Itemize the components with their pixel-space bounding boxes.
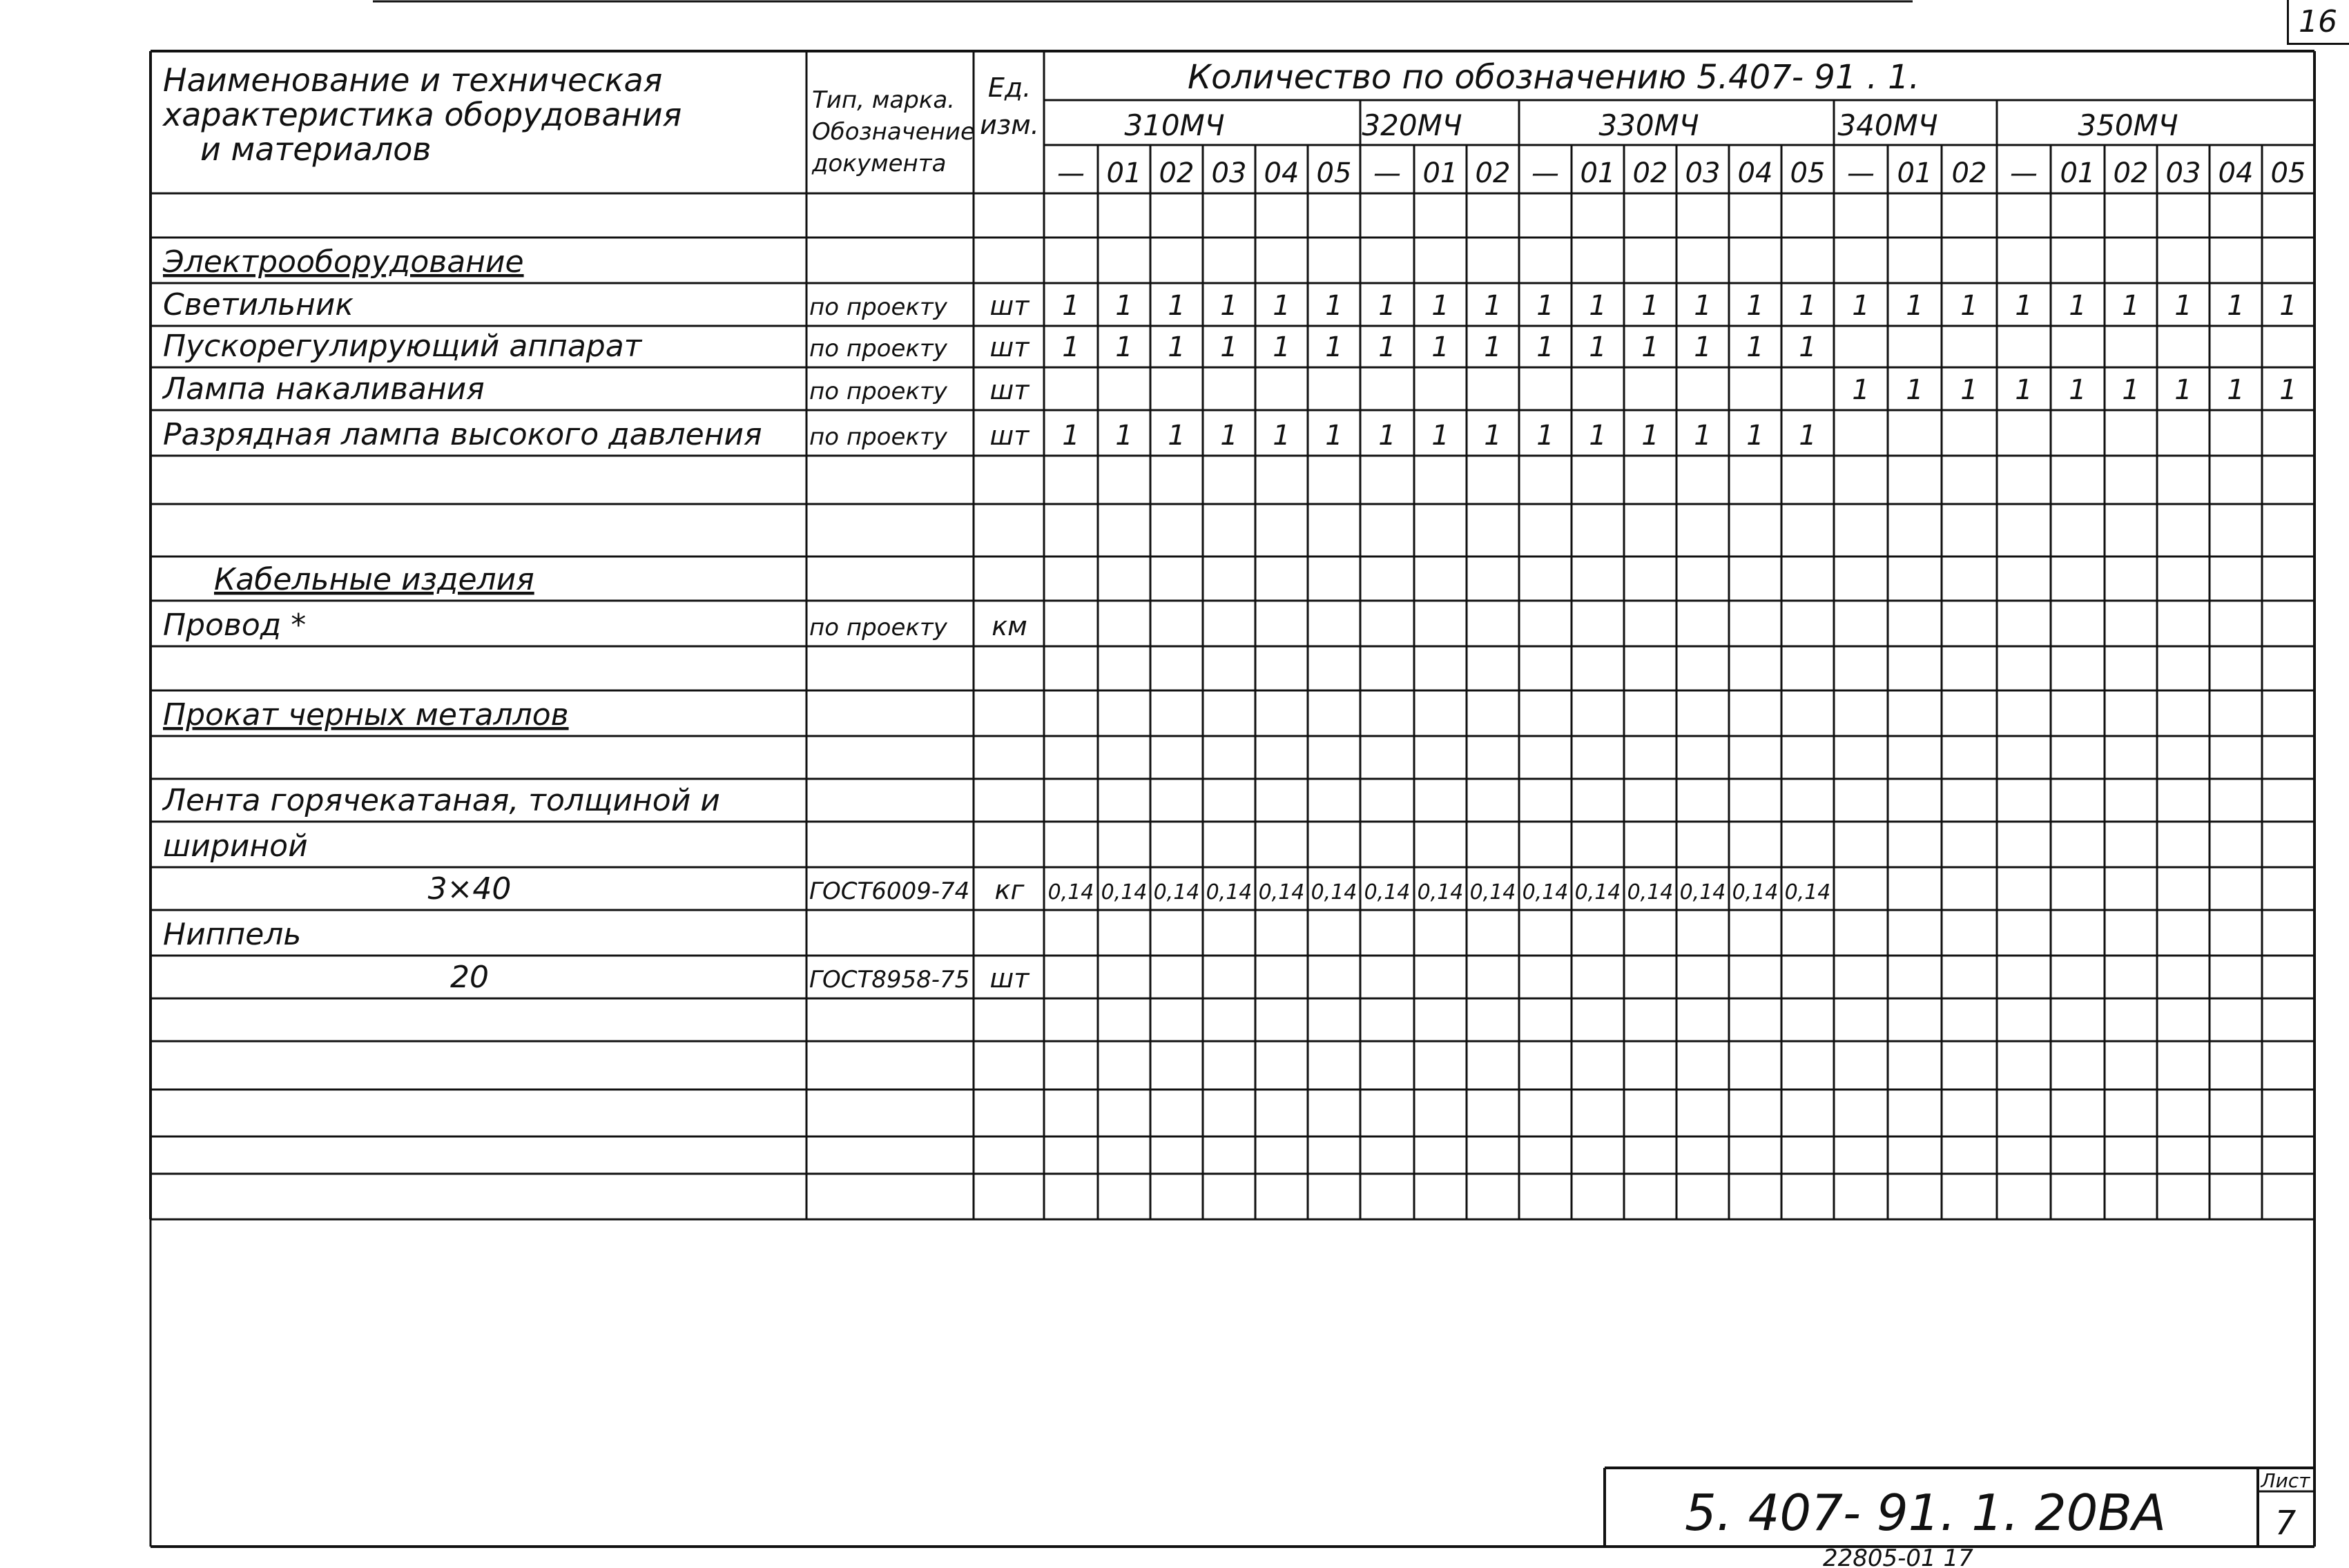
sub-col-label: 03 bbox=[1211, 157, 1247, 189]
stamp-sheet-label: Лист bbox=[2261, 1469, 2310, 1492]
quantity-value: 1 bbox=[1484, 420, 1502, 452]
quantity-value: 0,14 bbox=[1101, 880, 1148, 904]
header-name-label: Наименование и техническая bbox=[163, 61, 663, 99]
quantity-value: 0,14 bbox=[1417, 880, 1464, 904]
quantity-value: 1 bbox=[1852, 374, 1870, 406]
quantity-value: 1 bbox=[1273, 331, 1290, 363]
item-name: шириной bbox=[163, 829, 308, 864]
header-unit-label: Ед. bbox=[987, 72, 1032, 103]
header-type-label: Тип, марка. bbox=[812, 86, 955, 114]
stamp-designation: 5. 407- 91. 1. 20ВА bbox=[1685, 1484, 2167, 1542]
item-name: Пускорегулирующий аппарат bbox=[163, 329, 642, 364]
group-label: 340МЧ bbox=[1837, 108, 1938, 142]
quantity-value: 0,14 bbox=[1258, 880, 1305, 904]
item-name: 3×40 bbox=[427, 871, 512, 907]
sub-col-label: 02 bbox=[1632, 157, 1668, 189]
quantity-value: 1 bbox=[1906, 374, 1924, 406]
item-name: Провод * bbox=[163, 608, 307, 643]
quantity-value: 1 bbox=[1694, 290, 1712, 322]
quantity-value: 1 bbox=[2015, 374, 2033, 406]
quantity-value: 1 bbox=[1378, 420, 1396, 452]
quantity-value: 1 bbox=[1799, 290, 1817, 322]
quantity-value: 0,14 bbox=[1364, 880, 1411, 904]
item-unit: кг bbox=[994, 875, 1025, 905]
quantity-value: 1 bbox=[1168, 290, 1186, 322]
footer-archive-code: 22805-01 17 bbox=[1823, 1545, 1973, 1568]
header-name-label: характеристика оборудования bbox=[163, 96, 682, 133]
sub-col-label: 01 bbox=[1422, 157, 1458, 189]
quantity-value: 1 bbox=[1799, 420, 1817, 452]
quantity-value: 1 bbox=[1746, 290, 1764, 322]
quantity-value: 1 bbox=[1852, 290, 1870, 322]
quantity-value: 1 bbox=[1641, 290, 1659, 322]
quantity-value: 1 bbox=[1062, 290, 1080, 322]
quantity-value: 1 bbox=[1431, 420, 1449, 452]
quantity-value: 1 bbox=[2069, 374, 2087, 406]
group-label: 350МЧ bbox=[2078, 108, 2178, 142]
quantity-value: 1 bbox=[1536, 290, 1554, 322]
group-label: 310МЧ bbox=[1124, 108, 1225, 142]
quantity-value: 1 bbox=[1273, 290, 1290, 322]
item-name: Ниппель bbox=[163, 917, 302, 952]
quantity-value: 1 bbox=[2069, 290, 2087, 322]
quantity-value: 1 bbox=[2279, 290, 2297, 322]
quantity-value: 1 bbox=[1641, 420, 1659, 452]
quantity-value: 0,14 bbox=[1574, 880, 1621, 904]
quantity-value: 1 bbox=[1960, 374, 1978, 406]
quantity-value: 1 bbox=[1325, 420, 1343, 452]
quantity-value: 1 bbox=[1115, 331, 1133, 363]
item-name: 20 bbox=[450, 960, 489, 995]
sub-col-label: 05 bbox=[1316, 157, 1352, 189]
item-unit: шт bbox=[989, 420, 1030, 451]
quantity-value: 1 bbox=[2227, 374, 2245, 406]
sub-col-label: 02 bbox=[1951, 157, 1987, 189]
item-document: ГОСТ6009-74 bbox=[809, 878, 970, 905]
quantity-value: 0,14 bbox=[1732, 880, 1779, 904]
quantity-value: 1 bbox=[1220, 331, 1238, 363]
quantity-value: 1 bbox=[1484, 331, 1502, 363]
sub-col-label: 02 bbox=[2113, 157, 2149, 189]
header-type-label: документа bbox=[812, 150, 947, 177]
item-name: Лента горячекатаная, толщиной и bbox=[163, 783, 720, 818]
quantity-value: 0,14 bbox=[1784, 880, 1831, 904]
quantity-value: 0,14 bbox=[1522, 880, 1569, 904]
quantity-value: 1 bbox=[1906, 290, 1924, 322]
quantity-value: 1 bbox=[2122, 290, 2140, 322]
quantity-value: 1 bbox=[1536, 420, 1554, 452]
sub-col-label: — bbox=[1057, 157, 1085, 189]
quantity-value: 1 bbox=[1273, 420, 1290, 452]
quantity-value: 1 bbox=[2174, 290, 2192, 322]
quantity-value: 1 bbox=[2279, 374, 2297, 406]
quantity-value: 1 bbox=[1431, 290, 1449, 322]
quantity-value: 1 bbox=[1641, 331, 1659, 363]
quantity-value: 0,14 bbox=[1627, 880, 1674, 904]
quantity-value: 1 bbox=[1746, 331, 1764, 363]
quantity-value: 1 bbox=[1378, 331, 1396, 363]
quantity-value: 1 bbox=[2174, 374, 2192, 406]
sub-col-label: 05 bbox=[2270, 157, 2306, 189]
title-block bbox=[1605, 1468, 2314, 1568]
quantity-value: 1 bbox=[2227, 290, 2245, 322]
quantity-value: 1 bbox=[1694, 331, 1712, 363]
sub-col-label: 02 bbox=[1475, 157, 1511, 189]
quantity-value: 1 bbox=[1589, 290, 1607, 322]
sub-col-label: 04 bbox=[2218, 157, 2254, 189]
header-unit-label: изм. bbox=[980, 110, 1039, 140]
header-quantity-title: Количество по обозначению 5.407- 91 . 1. bbox=[1188, 58, 1920, 97]
item-document: по проекту bbox=[809, 335, 947, 362]
sub-col-label: — bbox=[1531, 157, 1559, 189]
item-unit: шт bbox=[989, 963, 1030, 994]
group-label: 320МЧ bbox=[1362, 108, 1462, 142]
quantity-value: 1 bbox=[1378, 290, 1396, 322]
item-unit: км bbox=[992, 611, 1027, 641]
quantity-value: 1 bbox=[1115, 290, 1133, 322]
quantity-value: 1 bbox=[1062, 331, 1080, 363]
item-name: Светильник bbox=[163, 287, 354, 322]
quantity-value: 1 bbox=[1431, 331, 1449, 363]
quantity-value: 0,14 bbox=[1206, 880, 1253, 904]
sub-col-label: 01 bbox=[1897, 157, 1933, 189]
sub-col-label: 04 bbox=[1264, 157, 1299, 189]
quantity-value: 1 bbox=[1589, 331, 1607, 363]
quantity-value: 0,14 bbox=[1679, 880, 1726, 904]
quantity-value: 1 bbox=[1589, 420, 1607, 452]
item-name: Лампа накаливания bbox=[163, 371, 485, 407]
quantity-value: 1 bbox=[2015, 290, 2033, 322]
table-grid bbox=[151, 1, 2314, 1547]
page-number: 16 bbox=[2299, 4, 2337, 39]
header-name-label: и материалов bbox=[200, 130, 432, 168]
sub-col-label: 05 bbox=[1790, 157, 1826, 189]
sub-col-label: — bbox=[1847, 157, 1875, 189]
quantity-value: 0,14 bbox=[1311, 880, 1357, 904]
item-unit: шт bbox=[989, 332, 1030, 362]
item-unit: шт bbox=[989, 291, 1030, 321]
quantity-value: 1 bbox=[1168, 420, 1186, 452]
quantity-value: 1 bbox=[1220, 420, 1238, 452]
stamp-sheet-number: 7 bbox=[2274, 1504, 2297, 1542]
item-name: Разрядная лампа высокого давления bbox=[163, 417, 762, 452]
table-text bbox=[162, 58, 2306, 995]
sub-col-label: 03 bbox=[1685, 157, 1721, 189]
quantity-value: 1 bbox=[1168, 331, 1186, 363]
section-heading: Прокат черных металлов bbox=[163, 697, 569, 733]
quantity-value: 1 bbox=[1694, 420, 1712, 452]
quantity-value: 1 bbox=[1062, 420, 1080, 452]
quantity-value: 1 bbox=[1799, 331, 1817, 363]
item-unit: шт bbox=[989, 375, 1030, 405]
quantity-value: 1 bbox=[1484, 290, 1502, 322]
item-document: по проекту bbox=[809, 614, 947, 641]
sub-col-label: 01 bbox=[1106, 157, 1142, 189]
header-type-label: Обозначение bbox=[812, 118, 975, 146]
quantity-value: 1 bbox=[1325, 331, 1343, 363]
item-document: по проекту bbox=[809, 293, 947, 321]
section-heading: Электрооборудование bbox=[163, 244, 524, 280]
quantity-value: 0,14 bbox=[1047, 880, 1094, 904]
item-document: по проекту bbox=[809, 378, 947, 405]
quantity-value: 1 bbox=[1746, 420, 1764, 452]
group-label: 330МЧ bbox=[1598, 108, 1699, 142]
section-heading: Кабельные изделия bbox=[214, 562, 534, 597]
sub-col-label: 04 bbox=[1737, 157, 1773, 189]
sub-col-label: 01 bbox=[1580, 157, 1616, 189]
quantity-value: 1 bbox=[1960, 290, 1978, 322]
quantity-value: 0,14 bbox=[1469, 880, 1516, 904]
sub-col-label: 02 bbox=[1159, 157, 1195, 189]
sub-col-label: 01 bbox=[2060, 157, 2096, 189]
quantity-value: 0,14 bbox=[1153, 880, 1200, 904]
sub-col-label: 03 bbox=[2165, 157, 2201, 189]
quantity-value: 1 bbox=[1325, 290, 1343, 322]
quantity-value: 1 bbox=[2122, 374, 2140, 406]
item-document: по проекту bbox=[809, 423, 947, 451]
quantity-value: 1 bbox=[1536, 331, 1554, 363]
item-document: ГОСТ8958-75 bbox=[809, 966, 970, 994]
quantity-value: 1 bbox=[1115, 420, 1133, 452]
quantity-value: 1 bbox=[1220, 290, 1238, 322]
sub-col-label: — bbox=[1373, 157, 1401, 189]
sub-col-label: — bbox=[2010, 157, 2038, 189]
